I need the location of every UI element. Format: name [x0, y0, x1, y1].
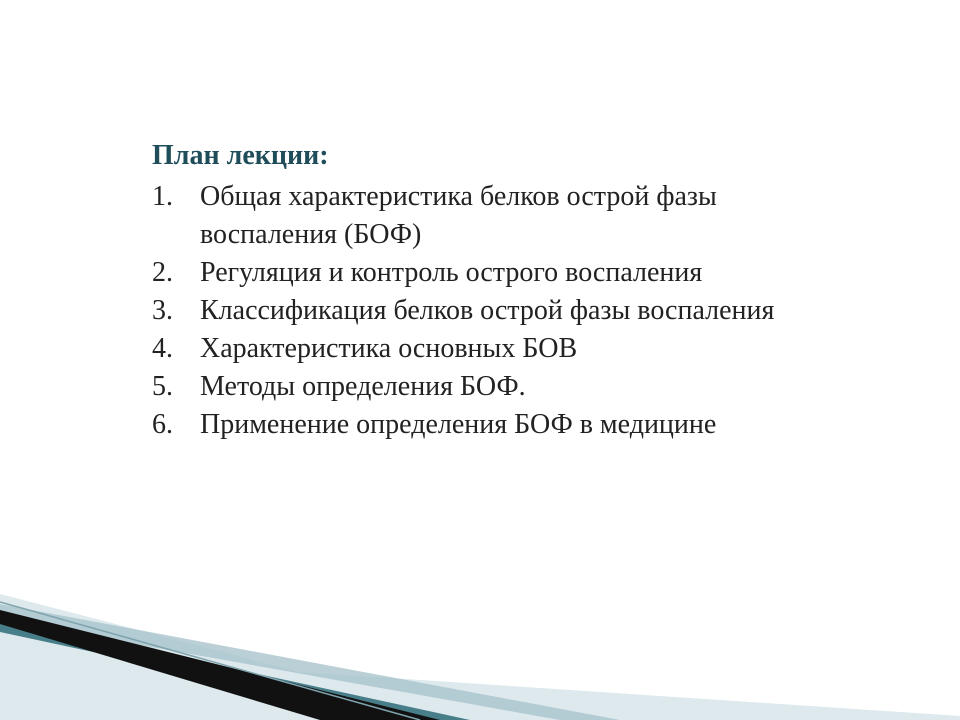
plan-item-text: Применение определения БОФ в медицине: [200, 409, 717, 440]
plan-heading: План лекции:: [152, 140, 329, 171]
plan-item-text: Классификация белков острой фазы воспаления: [200, 295, 775, 326]
plan-item-number: 3.: [152, 295, 173, 326]
plan-item: [152, 368, 852, 406]
plan-item-number: 2.: [152, 257, 173, 288]
plan-item-number: 6.: [152, 409, 173, 440]
plan-item: [152, 330, 852, 368]
plan-item-text: Характеристика основных БОВ: [200, 333, 578, 364]
plan-list: [152, 178, 852, 444]
plan-item: [152, 406, 852, 444]
plan-item: [152, 254, 852, 292]
plan-item-text: Регуляция и контроль острого воспаления: [200, 257, 703, 288]
plan-item-number: 4.: [152, 333, 173, 364]
plan-item-text: Общая характеристика белков острой фазы воспаления (БОФ): [200, 181, 717, 250]
plan-item-text: Методы определения БОФ.: [200, 371, 526, 402]
lecture-plan: [152, 134, 852, 444]
slide-corner-decoration: [0, 580, 960, 720]
plan-item: [152, 178, 852, 254]
plan-item-number: 1.: [152, 181, 173, 212]
plan-item-number: 5.: [152, 371, 173, 402]
plan-item: [152, 292, 852, 330]
